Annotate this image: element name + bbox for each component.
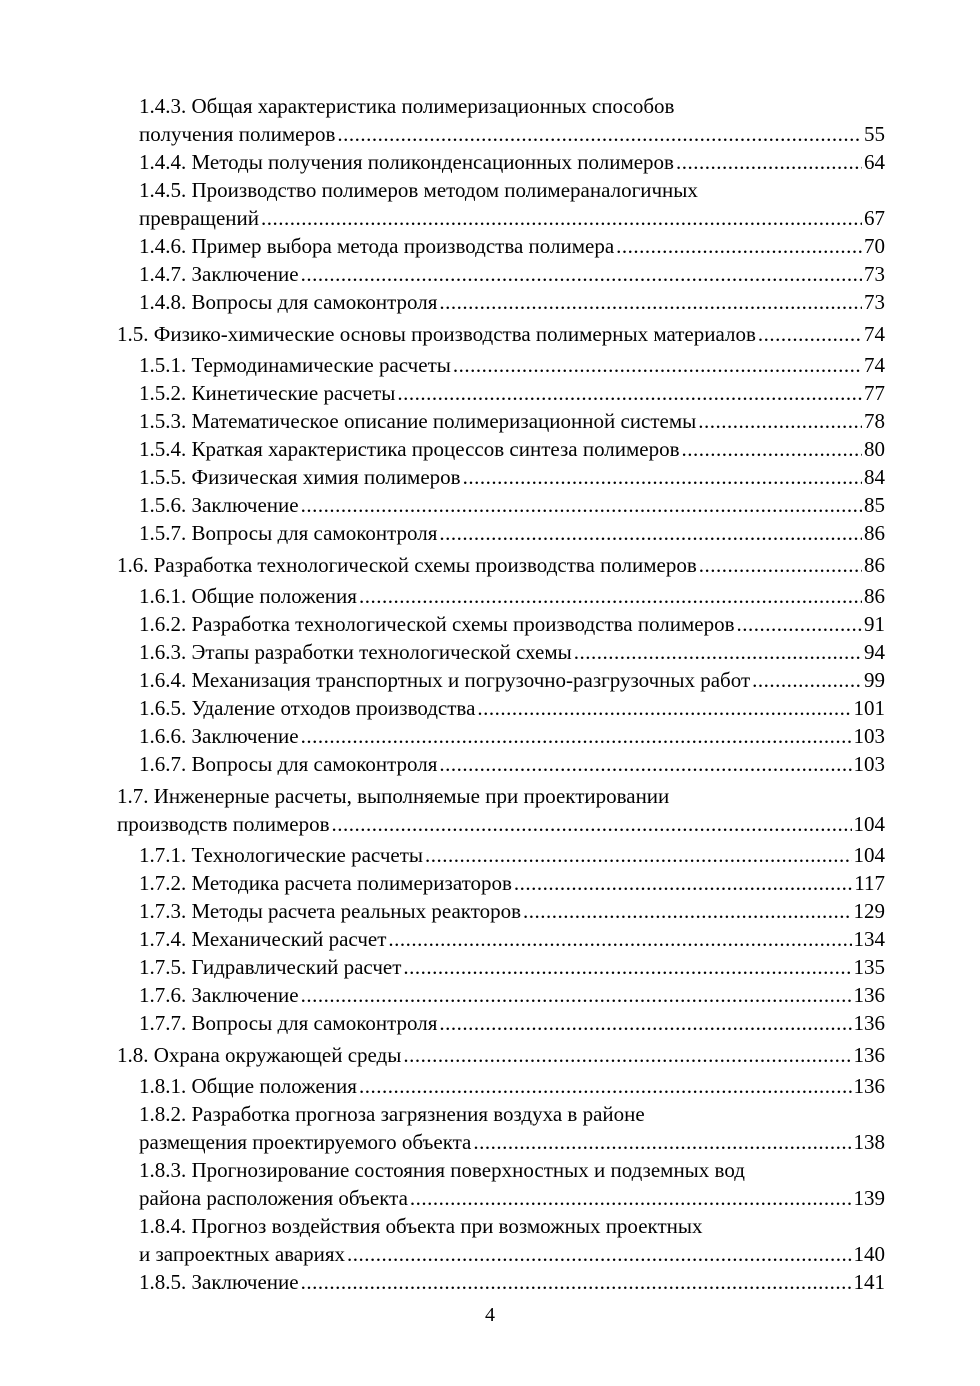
toc-section[interactable] xyxy=(117,551,885,579)
toc-subsection[interactable] xyxy=(117,1009,885,1037)
table-of-contents xyxy=(117,92,885,1296)
toc-entry-line xyxy=(139,463,885,491)
toc-entry-page: 103 xyxy=(853,752,885,776)
toc-subsection[interactable] xyxy=(117,288,885,316)
toc-entry-title: 1.6.5. Удаление отходов производства xyxy=(139,696,476,720)
dot-leader xyxy=(439,750,851,778)
toc-entry-line xyxy=(139,204,885,232)
toc-entry-page: 141 xyxy=(853,1270,885,1294)
dot-leader xyxy=(699,551,862,579)
toc-entry-page: 136 xyxy=(853,1011,885,1035)
toc-subsection[interactable] xyxy=(117,407,885,435)
toc-subsection[interactable] xyxy=(117,841,885,869)
dot-leader xyxy=(337,120,862,148)
toc-entry-page: 73 xyxy=(864,262,885,286)
toc-subsection[interactable] xyxy=(117,176,885,232)
toc-entry-page: 99 xyxy=(864,668,885,692)
toc-entry-line xyxy=(139,722,885,750)
toc-entry-page: 74 xyxy=(864,353,885,377)
toc-entry-line xyxy=(139,1240,885,1268)
toc-entry-line xyxy=(117,320,885,348)
dot-leader xyxy=(261,204,862,232)
toc-entry-line xyxy=(139,869,885,897)
toc-entry-title-first-line: 1.4.5. Производство полимеров методом полимераналогичных xyxy=(139,178,698,202)
toc-entry-page: 139 xyxy=(853,1186,885,1210)
toc-subsection[interactable] xyxy=(117,435,885,463)
toc-entry-title-first-line: 1.7. Инженерные расчеты, выполняемые при проектировании xyxy=(117,784,670,808)
dot-leader xyxy=(403,1041,851,1069)
toc-entry-title-first-line: 1.8.4. Прогноз воздействия объекта при возможных проектных xyxy=(139,1214,703,1238)
toc-entry-title: 1.7.2. Методика расчета полимеризаторов xyxy=(139,871,512,895)
toc-entry-line xyxy=(139,638,885,666)
dot-leader xyxy=(410,1184,852,1212)
toc-entry-page: 138 xyxy=(853,1130,885,1154)
toc-entry-title: 1.6.1. Общие положения xyxy=(139,584,357,608)
toc-entry-line xyxy=(139,694,885,722)
toc-subsection[interactable] xyxy=(117,666,885,694)
dot-leader xyxy=(523,897,851,925)
toc-subsection[interactable] xyxy=(117,351,885,379)
toc-entry-page: 64 xyxy=(864,150,885,174)
dot-leader xyxy=(616,232,862,260)
dot-leader xyxy=(359,582,862,610)
toc-subsection[interactable] xyxy=(117,610,885,638)
toc-entry-line xyxy=(139,120,885,148)
dot-leader xyxy=(453,351,862,379)
toc-entry-title: производств полимеров xyxy=(117,812,330,836)
toc-entry-title: получения полимеров xyxy=(139,122,336,146)
toc-subsection[interactable] xyxy=(117,1100,885,1156)
toc-subsection[interactable] xyxy=(117,638,885,666)
dot-leader xyxy=(359,1072,852,1100)
toc-entry-page: 136 xyxy=(853,1074,885,1098)
dot-leader xyxy=(347,1240,851,1268)
dot-leader xyxy=(397,379,862,407)
toc-entry-line xyxy=(139,351,885,379)
dot-leader xyxy=(301,260,862,288)
toc-entry-title: 1.5.7. Вопросы для самоконтроля xyxy=(139,521,438,545)
toc-entry-page: 80 xyxy=(864,437,885,461)
toc-entry-title: 1.7.6. Заключение xyxy=(139,983,299,1007)
toc-subsection[interactable] xyxy=(117,92,885,148)
toc-entry-page: 77 xyxy=(864,381,885,405)
toc-entry-title: 1.8.5. Заключение xyxy=(139,1270,299,1294)
toc-entry-title-first-line: 1.8.3. Прогнозирование состояния поверхностных и подземных вод xyxy=(139,1158,745,1182)
toc-entry-title: 1.5.5. Физическая химия полимеров xyxy=(139,465,461,489)
toc-entry-page: 136 xyxy=(853,983,885,1007)
toc-entry-title: 1.5.3. Математическое описание полимеризационной системы xyxy=(139,409,697,433)
toc-entry-page: 129 xyxy=(853,899,885,923)
toc-entry-title: 1.6.7. Вопросы для самоконтроля xyxy=(139,752,438,776)
toc-entry-line xyxy=(117,1041,885,1069)
toc-entry-line xyxy=(139,407,885,435)
toc-subsection[interactable] xyxy=(117,260,885,288)
toc-entry-page: 84 xyxy=(864,465,885,489)
toc-section[interactable] xyxy=(117,1041,885,1069)
toc-entry-line xyxy=(117,551,885,579)
toc-entry-page: 101 xyxy=(853,696,885,720)
toc-entry-line xyxy=(139,1184,885,1212)
toc-entry-page: 86 xyxy=(864,521,885,545)
toc-subsection[interactable] xyxy=(117,232,885,260)
toc-subsection[interactable] xyxy=(117,694,885,722)
toc-subsection[interactable] xyxy=(117,750,885,778)
toc-entry-line xyxy=(139,148,885,176)
toc-entry-page: 117 xyxy=(854,871,885,895)
dot-leader xyxy=(301,1268,852,1296)
dot-leader xyxy=(301,722,852,750)
toc-entry-title: 1.5.2. Кинетические расчеты xyxy=(139,381,396,405)
toc-entry-page: 104 xyxy=(853,843,885,867)
toc-entry-line xyxy=(139,841,885,869)
toc-entry-title: 1.7.1. Технологические расчеты xyxy=(139,843,423,867)
toc-entry-title: 1.5.1. Термодинамические расчеты xyxy=(139,353,451,377)
toc-entry-page: 85 xyxy=(864,493,885,517)
toc-subsection[interactable] xyxy=(117,1212,885,1268)
toc-entry-title: 1.6.2. Разработка технологической схемы производства полимеров xyxy=(139,612,735,636)
toc-entry-line xyxy=(139,897,885,925)
toc-entry-line xyxy=(139,260,885,288)
toc-entry-title: 1.4.4. Методы получения поликонденсационных полимеров xyxy=(139,150,674,174)
toc-entry-line xyxy=(139,666,885,694)
toc-entry-title: 1.6.4. Механизация транспортных и погрузочно-разгрузочных работ xyxy=(139,668,751,692)
toc-entry-line xyxy=(139,491,885,519)
toc-entry-page: 140 xyxy=(853,1242,885,1266)
toc-entry-line xyxy=(139,288,885,316)
toc-entry-title: района расположения объекта xyxy=(139,1186,408,1210)
toc-subsection[interactable] xyxy=(117,379,885,407)
toc-entry-title: и запроектных авариях xyxy=(139,1242,346,1266)
dot-leader xyxy=(682,435,862,463)
dot-leader xyxy=(301,981,852,1009)
toc-entry-title: 1.5. Физико-химические основы производства полимерных материалов xyxy=(117,322,756,346)
toc-entry-line xyxy=(139,953,885,981)
toc-entry-line xyxy=(139,379,885,407)
toc-entry-title: 1.7.3. Методы расчета реальных реакторов xyxy=(139,899,522,923)
dot-leader xyxy=(301,491,862,519)
dot-leader xyxy=(737,610,862,638)
toc-entry-title: 1.6. Разработка технологической схемы производства полимеров xyxy=(117,553,697,577)
toc-entry-page: 134 xyxy=(853,927,885,951)
toc-subsection[interactable] xyxy=(117,953,885,981)
dot-leader xyxy=(463,463,862,491)
toc-subsection[interactable] xyxy=(117,869,885,897)
toc-entry-line xyxy=(139,610,885,638)
toc-subsection[interactable] xyxy=(117,722,885,750)
toc-entry-page: 73 xyxy=(864,290,885,314)
toc-entry-page: 103 xyxy=(853,724,885,748)
toc-entry-page: 86 xyxy=(864,584,885,608)
toc-entry-title: 1.7.4. Механический расчет xyxy=(139,927,387,951)
toc-entry-line xyxy=(139,1128,885,1156)
toc-subsection[interactable] xyxy=(117,148,885,176)
dot-leader xyxy=(439,519,862,547)
toc-entry-title: 1.5.4. Краткая характеристика процессов синтеза полимеров xyxy=(139,437,680,461)
toc-entry-title: превращений xyxy=(139,206,260,230)
toc-entry-title: 1.7.5. Гидравлический расчет xyxy=(139,955,402,979)
toc-section[interactable] xyxy=(117,782,885,838)
toc-entry-line xyxy=(139,232,885,260)
toc-entry-line xyxy=(139,1268,885,1296)
dot-leader xyxy=(473,1128,851,1156)
toc-entry-title: 1.8. Охрана окружающей среды xyxy=(117,1043,402,1067)
toc-entry-title: 1.6.3. Этапы разработки технологической схемы xyxy=(139,640,572,664)
toc-entry-title: 1.7.7. Вопросы для самоконтроля xyxy=(139,1011,438,1035)
toc-entry-title: 1.8.1. Общие положения xyxy=(139,1074,357,1098)
dot-leader xyxy=(403,953,851,981)
toc-entry-line xyxy=(139,1072,885,1100)
toc-entry-line xyxy=(139,750,885,778)
dot-leader xyxy=(439,1009,851,1037)
dot-leader xyxy=(332,810,852,838)
toc-entry-page: 74 xyxy=(864,322,885,346)
toc-entry-title-first-line: 1.4.3. Общая характеристика полимеризационных способов xyxy=(139,94,675,118)
toc-subsection[interactable] xyxy=(117,925,885,953)
toc-entry-page: 78 xyxy=(864,409,885,433)
toc-entry-title-first-line: 1.8.2. Разработка прогноза загрязнения воздуха в районе xyxy=(139,1102,645,1126)
toc-entry-line xyxy=(139,981,885,1009)
toc-subsection[interactable] xyxy=(117,519,885,547)
toc-subsection[interactable] xyxy=(117,463,885,491)
toc-entry-line xyxy=(139,1009,885,1037)
toc-entry-page: 70 xyxy=(864,234,885,258)
toc-entry-line xyxy=(139,519,885,547)
toc-entry-line xyxy=(139,582,885,610)
toc-entry-page: 67 xyxy=(864,206,885,230)
toc-entry-line xyxy=(117,810,885,838)
toc-entry-title: размещения проектируемого объекта xyxy=(139,1130,472,1154)
toc-entry-page: 104 xyxy=(853,812,885,836)
toc-subsection[interactable] xyxy=(117,491,885,519)
dot-leader xyxy=(388,925,851,953)
dot-leader xyxy=(514,869,852,897)
toc-entry-title: 1.5.6. Заключение xyxy=(139,493,299,517)
toc-section[interactable] xyxy=(117,320,885,348)
toc-subsection[interactable] xyxy=(117,582,885,610)
dot-leader xyxy=(676,148,862,176)
dot-leader xyxy=(758,320,862,348)
toc-entry-page: 135 xyxy=(853,955,885,979)
toc-subsection[interactable] xyxy=(117,1268,885,1296)
dot-leader xyxy=(752,666,862,694)
toc-entry-page: 94 xyxy=(864,640,885,664)
toc-subsection[interactable] xyxy=(117,897,885,925)
page-number: 4 xyxy=(485,1304,495,1326)
dot-leader xyxy=(439,288,862,316)
toc-subsection[interactable] xyxy=(117,981,885,1009)
toc-entry-line xyxy=(139,925,885,953)
toc-entry-title: 1.4.8. Вопросы для самоконтроля xyxy=(139,290,438,314)
toc-subsection[interactable] xyxy=(117,1156,885,1212)
toc-entry-page: 91 xyxy=(864,612,885,636)
toc-subsection[interactable] xyxy=(117,1072,885,1100)
toc-entry-line xyxy=(139,435,885,463)
toc-entry-page: 55 xyxy=(864,122,885,146)
dot-leader xyxy=(477,694,851,722)
toc-entry-page: 136 xyxy=(853,1043,885,1067)
toc-entry-title: 1.4.7. Заключение xyxy=(139,262,299,286)
toc-entry-title: 1.4.6. Пример выбора метода производства полимера xyxy=(139,234,615,258)
toc-entry-title: 1.6.6. Заключение xyxy=(139,724,299,748)
toc-entry-page: 86 xyxy=(864,553,885,577)
dot-leader xyxy=(425,841,852,869)
dot-leader xyxy=(698,407,862,435)
dot-leader xyxy=(574,638,862,666)
